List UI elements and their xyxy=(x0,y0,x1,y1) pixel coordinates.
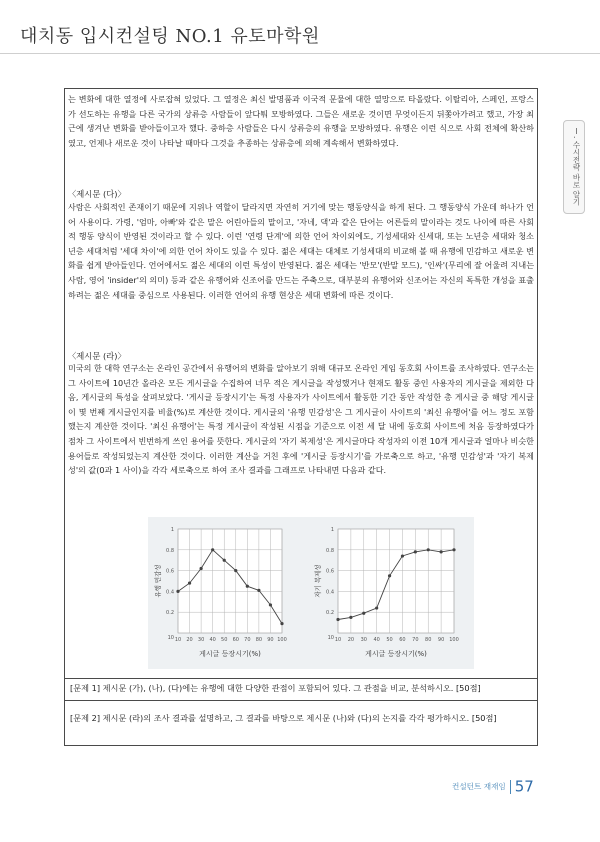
x-tick-label: 10 xyxy=(174,637,182,643)
section-c-body: 사람은 사회적인 존재이기 때문에 지위나 역할이 달라지면 자연히 거기에 맞는 행동양식을 하게 된다. 그 행동양식 가운데 하나가 언어 사용이다. 가령, '엄마, 아빠'와 같은 말은 어린아들의 말이고, '자네, 댁'과 같은 단어는 어른들의 말이라는 것도 나이에 따른 사회적 행동 양식이 반영된 것이라고 할 수 있다. 이런 '연령 단계'에 의한 언어 차이외에도, 기성세대와 신세대, 또는 노년층 세대와 청소년층 세대처럼 '세대 차이'에 의한 언어 차이도 있을 수 있다. 젊은 세대는 대체로 기성세대의 비교해 볼 때 유행에 민감하고 새로운 변화를 쉽게 받아들인다. 언어에서도 젊은 세대의 이런 특성이 반영된다. 젊은 세대는 '반모'(반말 모드), '인싸'(무리에 잘 어울려 지내는 사람, 영어 'insider'의 의미) 등과 같은 유행어와 신조어를 만드는 주축으로, 대부분의 유행어와 신조어는 자신의 독특한 개성을 표출하려는 젊은 세대를 중심으로 사용된다. 이러한 언어의 유행 현상은 세대 변화에 따른 것이다. xyxy=(68,202,535,300)
data-point xyxy=(257,589,260,592)
data-point xyxy=(452,548,455,551)
y-tick-label: 0.8 xyxy=(326,547,334,554)
x-tick-label: 40 xyxy=(373,637,380,643)
data-point xyxy=(388,574,391,577)
chart-self-replication xyxy=(300,523,462,663)
header-divider xyxy=(0,53,600,54)
x-axis-label: 게시글 등장시기(%) xyxy=(365,650,427,658)
section-c-heading: 〈제시문 (다)〉 xyxy=(68,189,126,199)
chart-trend-sensitivity xyxy=(150,523,295,663)
side-tab-label: Ⅰ. 수시전략 바로 알기 xyxy=(572,127,581,206)
data-point xyxy=(440,550,443,553)
y-tick-label: 0.6 xyxy=(166,568,174,575)
x-tick-label: 50 xyxy=(386,637,393,643)
data-point xyxy=(414,550,417,553)
question-divider-top xyxy=(64,678,538,679)
footer-bar xyxy=(510,780,511,794)
origin-label: 10 xyxy=(327,635,334,641)
x-tick-label: 20 xyxy=(186,637,193,643)
data-point xyxy=(401,554,404,557)
data-point xyxy=(200,567,203,570)
x-tick-label: 30 xyxy=(360,637,367,643)
x-tick-label: 60 xyxy=(232,637,239,643)
data-point xyxy=(269,603,272,606)
data-point xyxy=(336,618,339,621)
data-point xyxy=(349,616,352,619)
data-point xyxy=(223,559,226,562)
x-tick-label: 80 xyxy=(425,637,432,643)
passage-intro: 는 변화에 대한 열정에 사로잡혀 있었다. 그 열정은 최신 발명품과 이국적 문물에 대한 열망으로 타올랐다. 이탈리아, 스페인, 프랑스가 선도하는 유행을 다른 국가의 상류층 사람들이 앞다퉈 모방하였다. 그들은 새로운 것이면 무엇이든지 뒤쫓아가려고 했고, 가장 최근에 생겨난 변화를 받아들이고자 했다. 중하층 사람들은 다시 상류층의 유행을 모방하였다. 유행은 이런 식으로 사회 전체에 확산하였고, 언제나 새로운 것이 나타날 때마다 그것을 추종하는 상류층에 의해 계속해서 변화하였다. xyxy=(68,94,534,148)
y-tick-label: 0.2 xyxy=(326,610,334,617)
y-tick-label: 0.8 xyxy=(166,547,174,554)
question-1: [문제 1] 제시문 (가), (나), (다)에는 유행에 대한 다양한 관점이 포함되어 있다. 그 관점을 비교, 분석하시오. [50점] xyxy=(70,683,481,693)
trend-sensitivity-chart-svg xyxy=(150,523,295,663)
x-tick-label: 40 xyxy=(209,637,216,643)
data-point xyxy=(362,612,365,615)
x-tick-label: 20 xyxy=(347,637,355,643)
y-tick-label: 0.2 xyxy=(166,610,174,617)
x-tick-label: 30 xyxy=(197,637,205,643)
question-divider-middle xyxy=(64,700,538,701)
x-tick-label: 70 xyxy=(244,637,251,643)
x-tick-label: 60 xyxy=(399,637,406,643)
y-axis-label: 유행 민감성 xyxy=(154,564,162,598)
x-axis-label: 게시글 등장시기(%) xyxy=(199,650,261,658)
data-point xyxy=(427,548,430,551)
section-d-body: 미국의 한 대학 연구소는 온라인 공간에서 유행어의 변화를 알아보기 위해 대규모 온라인 게임 동호회 사이트를 조사하였다. 연구소는 그 사이트에 10년간 올라온 모든 게시글을 수집하여 너무 적은 게시글을 작성했거나 현재도 활동 중인 사용자의 게시글을 제외한 다음, 게시글의 특성을 살펴보았다. '게시글 등장시기'는 특정 사용자가 사이트에서 활동한 기간 동안 작성한 총 게시글 중 해당 게시글이 몇 번째 게시글인지를 비율(%)로 계산한 것이다. 게시글의 '유행 민감성'은 그 게시글이 사이트의 '최신 유행어'를 어느 정도 포함했는지 계산한 것이다. '최신 유행어'는 특정 게시글이 작성된 시점을 기준으로 이전 세 달 내에 동호회 사이트에 처음 등장하였다가 점차 그 사이트에서 빈번하게 쓰인 용어를 뜻한다. 게시글의 '자기 복제성'은 게시글마다 작성자의 이전 10개 게시글과 얼마나 비슷한 용어들로 작성되었는지 계산한 것이다. 이러한 계산을 거친 후에 '게시글 등장시기'를 가로축으로 하고, '유행 민감성'과 '자기 복제성'의 값(0과 1 사이)을 각각 세로축으로 하여 조사 결과를 그래프로 나타내면 다음과 같다. xyxy=(68,363,534,476)
data-point xyxy=(234,569,237,572)
x-tick-label: 90 xyxy=(267,637,274,643)
y-tick-label: 1 xyxy=(330,527,334,533)
x-tick-label: 50 xyxy=(221,637,228,643)
self-replication-chart-svg xyxy=(300,523,462,663)
plot-area xyxy=(178,529,282,633)
header-title: 대치동 입시컨설팅 NO.1 유토마학원 xyxy=(20,26,320,47)
footer xyxy=(452,776,534,796)
origin-label: 10 xyxy=(167,635,174,641)
x-tick-label: 80 xyxy=(255,637,263,643)
data-point xyxy=(176,590,179,593)
x-tick-label: 100 xyxy=(277,637,287,643)
plot-area xyxy=(338,529,454,633)
x-tick-label: 90 xyxy=(437,637,445,643)
data-point xyxy=(246,585,249,588)
y-tick-label: 0.4 xyxy=(166,589,174,596)
y-tick-label: 0.6 xyxy=(326,568,334,575)
side-tab xyxy=(563,120,585,214)
y-tick-label: 1 xyxy=(170,527,174,533)
x-tick-label: 70 xyxy=(412,637,419,643)
page-number: 57 xyxy=(514,777,534,796)
section-d-heading: 〈제시문 (라)〉 xyxy=(68,351,126,361)
data-point xyxy=(211,548,214,551)
data-point xyxy=(375,606,378,609)
x-tick-label: 10 xyxy=(334,637,342,643)
x-tick-label: 100 xyxy=(449,637,459,643)
data-point xyxy=(280,622,283,625)
y-axis-label: 자기 복제성 xyxy=(314,564,322,598)
question-2: [문제 2] 제시문 (라)의 조사 결과를 설명하고, 그 결과를 바탕으로 제시문 (나)와 (다)의 논지를 각각 평가하시오. [50점] xyxy=(70,713,497,723)
footer-label: 컨설턴트 재재임 xyxy=(452,782,506,791)
y-tick-label: 0.4 xyxy=(326,589,334,596)
data-point xyxy=(188,581,191,584)
